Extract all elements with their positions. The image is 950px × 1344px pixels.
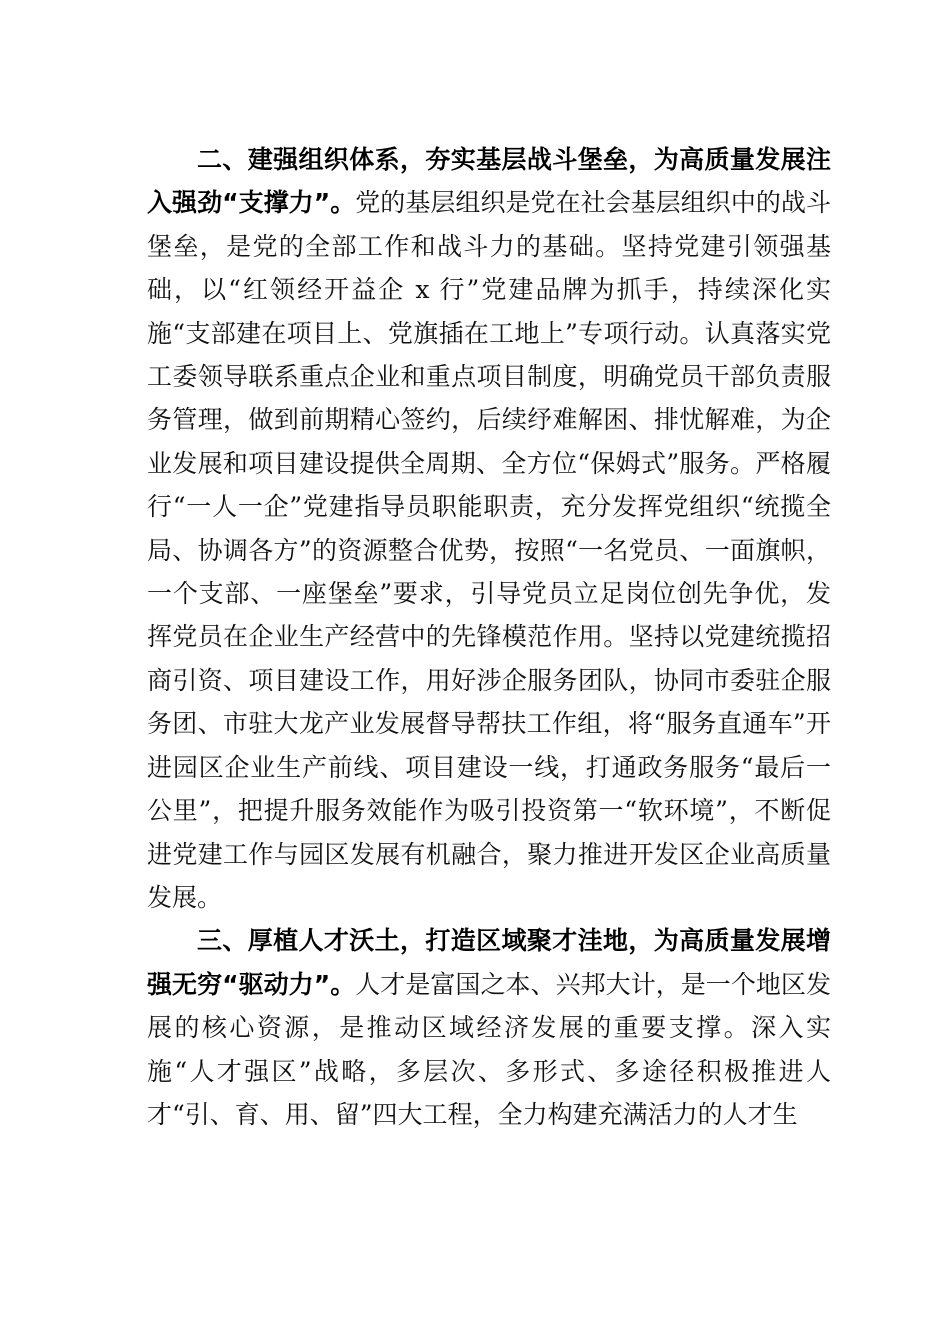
paragraph-body: 人才是富国之本、兴邦大计，是一个地区发展的核心资源，是推动区域经济发展的重要支撑。深入实施“人才强区”战略，多层次、多形式、多途径积极推进人才“引、育、用、留”四大工程，全力构建充满活力的人才生 (147, 969, 831, 1129)
paragraph-heading: 二、建强组织体系，夯实基层战斗堡垒，为高质量发展注入强劲“支撑力”。 (147, 145, 831, 218)
paragraph-heading: 三、厚植人才沃土，打造区域聚才洼地，为高质量发展增强无穷“驱动力”。 (147, 926, 831, 999)
paragraph-body: 党的基层组织是党在社会基层组织中的战斗堡垒，是党的全部工作和战斗力的基础。坚持党建引领强基础，以“红领经开益企 x 行”党建品牌为抓手，持续深化实施“支部建在项目上、党旗插在工地上”专项行动。认真落实党工委领导联系重点企业和重点项目制度，明确党员干部负责服务管理，做到前期精心签约，后续纾难解困、排忧解难，为企业发展和项目建设提供全周期、全方位“保姆式”服务。严格履行“一人一企”党建指导员职能职责，充分发挥党组织“统揽全局、协调各方”的资源整合优势，按照“一名党员、一面旗帜，一个支部、一座堡垒”要求，引导党员立足岗位创先争优，发挥党员在企业生产经营中的先锋模范作用。坚持以党建统揽招商引资、项目建设工作，用好涉企服务团队，协同市委驻企服务团、市驻大龙产业发展督导帮扶工作组，将“服务直通车”开进园区企业生产前线、项目建设一线，打通政务服务“最后一公里”，把提升服务效能作为吸引投资第一“软环境”，不断促进党建工作与园区发展有机融合，聚力推进开发区企业高质量发展。 (147, 188, 831, 912)
paragraph-talent (147, 919, 831, 1136)
document-page (147, 138, 831, 1136)
paragraph-organization (147, 138, 831, 919)
